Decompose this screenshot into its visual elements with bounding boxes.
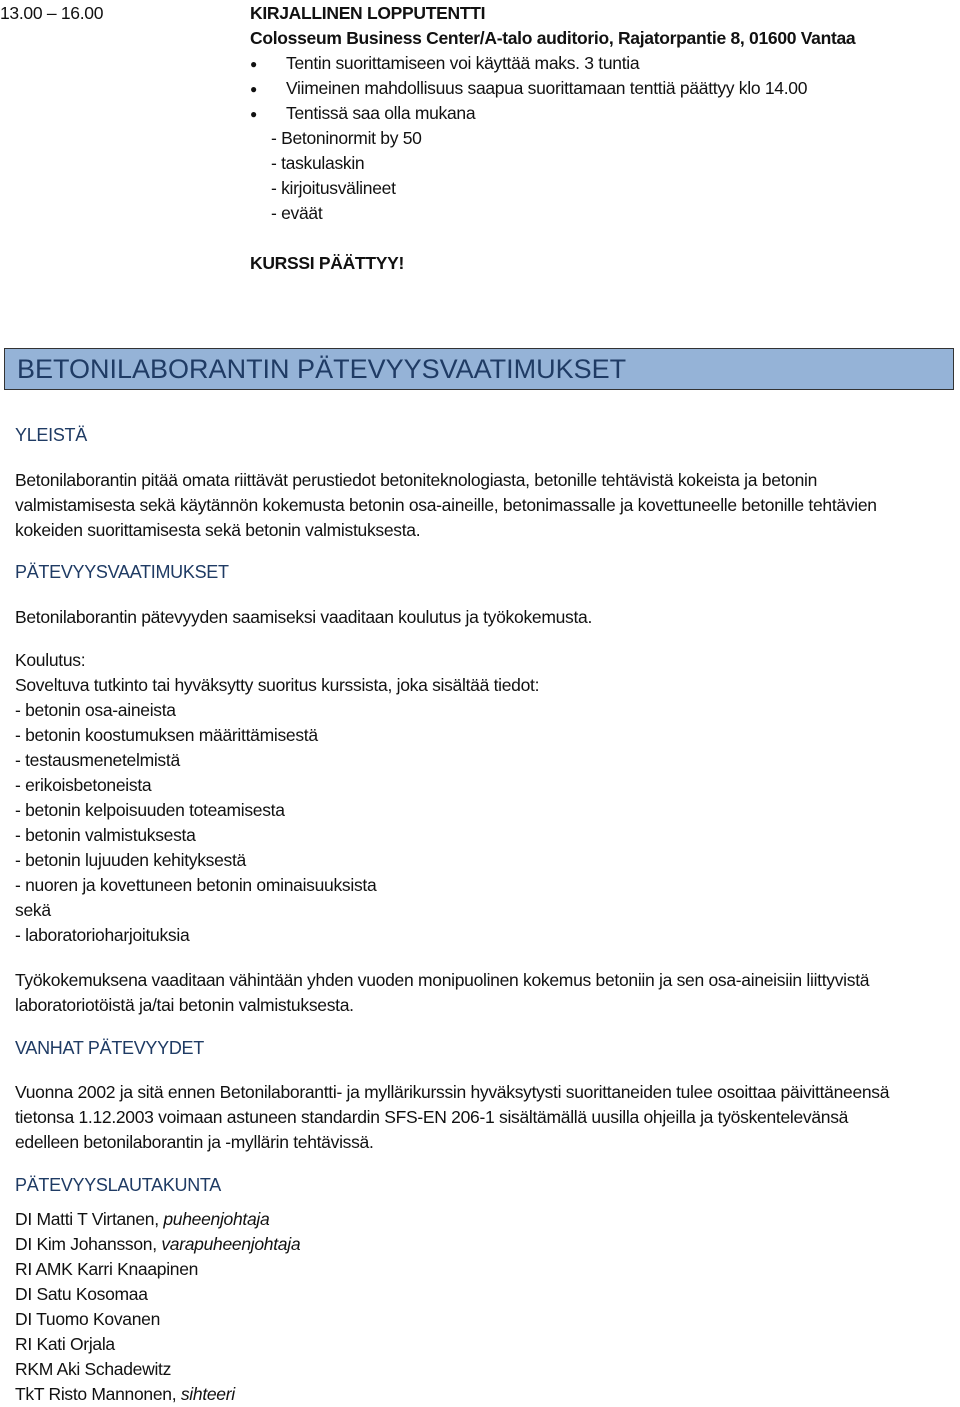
topic-item: - betonin koostumuksen määrittämisestä (15, 725, 318, 745)
paragraph-line: valmistamisesta sekä käytännön kokemusta betonin osa-aineille, betonimassalle ja kovettuneelle betonille tehtävien (15, 495, 877, 515)
bullet-icon: ● (250, 107, 257, 121)
board-member: DI Kim Johansson, varapuheenjohtaja (15, 1234, 301, 1254)
course-end-notice: KURSSI PÄÄTTYY! (250, 253, 404, 273)
topic-item: - betonin lujuuden kehityksestä (15, 850, 246, 870)
allowed-item: - kirjoitusvälineet (271, 178, 396, 198)
topic-item: - testausmenetelmistä (15, 750, 180, 770)
topic-item: - erikoisbetoneista (15, 775, 152, 795)
bullet-item: Viimeinen mahdollisuus saapua suorittamaan tenttiä päättyy klo 14.00 (286, 78, 808, 98)
topic-item: - laboratorioharjoituksia (15, 925, 190, 945)
bullet-icon: ● (250, 82, 257, 96)
bullet-item: Tentissä saa olla mukana (286, 103, 476, 123)
board-member: RI Kati Orjala (15, 1334, 115, 1354)
bullet-icon: ● (250, 57, 257, 71)
heading-yleista: YLEISTÄ (15, 425, 87, 445)
paragraph-line: Betonilaborantin pitää omata riittävät perustiedot betoniteknologiasta, betonille tehtävistä kokeista ja betonin (15, 470, 818, 490)
topic-item: sekä (15, 900, 51, 920)
board-member: DI Satu Kosomaa (15, 1284, 148, 1304)
board-member: DI Matti T Virtanen, puheenjohtaja (15, 1209, 270, 1229)
board-member: RI AMK Karri Knaapinen (15, 1259, 199, 1279)
paragraph-line: Vuonna 2002 ja sitä ennen Betonilaborantti- ja myllärikurssin hyväksytysti suorittaneiden tulee osoittaa päivittäneensä (15, 1082, 890, 1102)
paragraph-line: tietonsa 1.12.2003 voimaan astuneen standardin SFS-EN 206-1 sisältämällä uusilla ohjeilla ja työskentelevänsä (15, 1107, 849, 1127)
section-banner (4, 348, 954, 390)
heading-vanhat: VANHAT PÄTEVYYDET (15, 1038, 204, 1058)
paragraph-line: kokeiden suorittamisesta sekä betonin valmistuksesta. (15, 520, 421, 540)
paragraph-line: Betonilaborantin pätevyyden saamiseksi vaaditaan koulutus ja työkokemusta. (15, 607, 593, 627)
schedule-time: 13.00 – 16.00 (0, 3, 104, 23)
topic-item: - betonin osa-aineista (15, 700, 176, 720)
topic-item: - betonin valmistuksesta (15, 825, 196, 845)
exam-title: KIRJALLINEN LOPPUTENTTI (250, 3, 486, 23)
board-member: DI Tuomo Kovanen (15, 1309, 161, 1329)
allowed-item: - eväät (271, 203, 323, 223)
board-member: RKM Aki Schadewitz (15, 1359, 172, 1379)
board-member: TkT Risto Mannonen, sihteeri (15, 1384, 235, 1404)
allowed-item: - Betoninormit by 50 (271, 128, 422, 148)
banner-title: BETONILABORANTIN PÄTEVYYSVAATIMUKSET (17, 354, 627, 384)
heading-lautakunta: PÄTEVYYSLAUTAKUNTA (15, 1175, 221, 1195)
paragraph-line: Työkokemuksena vaaditaan vähintään yhden vuoden monipuolinen kokemus betoniin ja sen osa-aineisiin liittyvistä (15, 970, 870, 990)
heading-patevyysvaatimukset: PÄTEVYYSVAATIMUKSET (15, 562, 229, 582)
paragraph-line: edelleen betonilaborantin ja -myllärin tehtävissä. (15, 1132, 374, 1152)
topic-item: - betonin kelpoisuuden toteamisesta (15, 800, 285, 820)
paragraph-line: laboratoriotöistä ja/tai betonin valmistuksesta. (15, 995, 354, 1015)
allowed-item: - taskulaskin (271, 153, 365, 173)
topic-item: - nuoren ja kovettuneen betonin ominaisuuksista (15, 875, 377, 895)
paragraph-line: Soveltuva tutkinto tai hyväksytty suoritus kurssista, joka sisältää tiedot: (15, 675, 540, 695)
exam-location: Colosseum Business Center/A-talo auditorio, Rajatorpantie 8, 01600 Vantaa (250, 28, 856, 48)
bullet-item: Tentin suorittamiseen voi käyttää maks. 3 tuntia (286, 53, 640, 73)
koulutus-label: Koulutus: (15, 650, 86, 670)
